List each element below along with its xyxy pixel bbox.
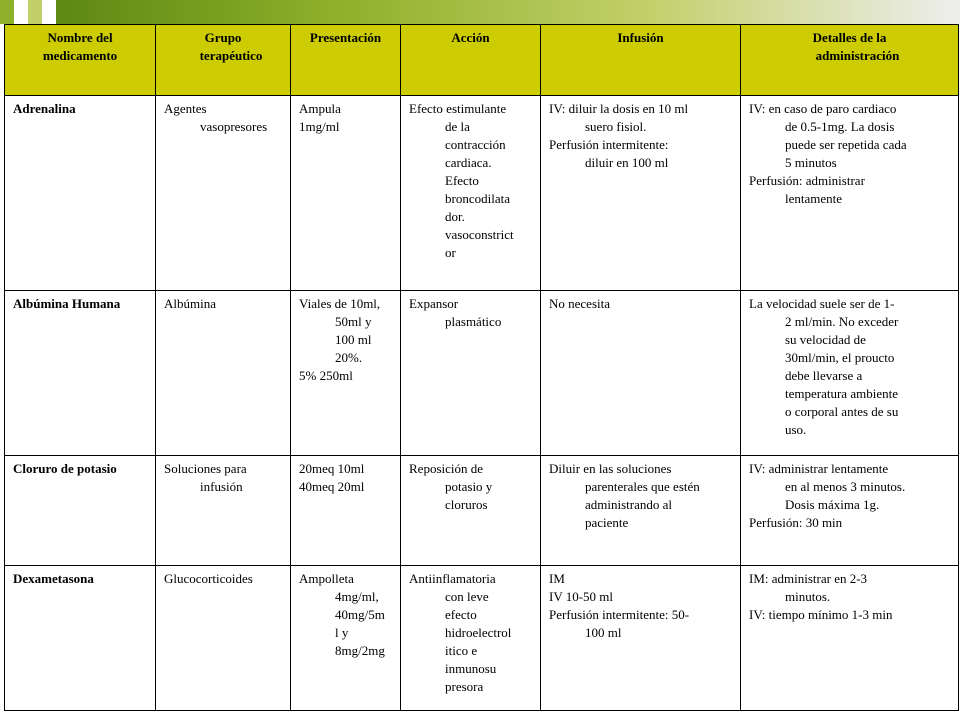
details-line: de 0.5-1mg. La dosis — [785, 119, 895, 134]
decorative-square — [14, 0, 28, 24]
infusion-line: parenterales que estén — [585, 479, 700, 494]
details-line: debe llevarse a — [785, 368, 863, 383]
cell-group — [156, 291, 291, 456]
cell-infusion — [541, 291, 741, 456]
cell-infusion — [541, 96, 741, 291]
details-line: minutos. — [785, 589, 831, 604]
infusion-line: IV 10-50 ml — [549, 589, 614, 604]
details-line: 30ml/min, el proucto — [785, 350, 895, 365]
action-line: plasmático — [445, 314, 502, 329]
table-header-row — [5, 25, 959, 96]
details-line: 5 minutos — [785, 155, 837, 170]
header-accion: Acción — [401, 25, 541, 96]
cell-details — [741, 456, 959, 566]
infusion-line: No necesita — [549, 296, 611, 311]
decorative-square — [28, 0, 42, 24]
action-line: Efecto — [445, 173, 479, 188]
decorative-gradient-bar — [70, 0, 960, 24]
cell-details — [741, 566, 959, 711]
infusion-line: paciente — [585, 515, 629, 530]
table-row — [5, 566, 959, 711]
details-line: temperatura ambiente — [785, 386, 898, 401]
action-line: cloruros — [445, 497, 488, 512]
presentation-line: 20meq 10ml — [299, 461, 365, 476]
group-line: vasopresores — [200, 119, 268, 134]
decorative-square — [0, 0, 14, 24]
action-line: Antiinflamatoria — [409, 571, 496, 586]
infusion-line: diluir en 100 ml — [585, 155, 669, 170]
details-line: uso. — [785, 422, 807, 437]
group-line: Soluciones para — [164, 461, 247, 476]
details-line: Dosis máxima 1g. — [785, 497, 880, 512]
action-line: Reposición de — [409, 461, 484, 476]
cell-presentation — [291, 456, 401, 566]
cell-group — [156, 456, 291, 566]
action-line: vasoconstrict — [445, 227, 514, 242]
group-line: Agentes — [164, 101, 207, 116]
cell-presentation — [291, 291, 401, 456]
cell-name: Cloruro de potasio — [5, 456, 156, 566]
action-line: de la — [445, 119, 470, 134]
presentation-line: 8mg/2mg — [335, 643, 385, 658]
infusion-line: Perfusión intermitente: 50- — [549, 607, 690, 622]
infusion-line: Perfusión intermitente: — [549, 137, 669, 152]
group-line: infusión — [200, 479, 243, 494]
presentation-line: 50ml y — [335, 314, 372, 329]
cell-details — [741, 96, 959, 291]
presentation-line: 1mg/ml — [299, 119, 340, 134]
presentation-line: l y — [335, 625, 349, 640]
table-row — [5, 456, 959, 566]
presentation-line: 100 ml — [335, 332, 372, 347]
header-grupo: Grupo terapéutico — [156, 25, 291, 96]
details-line: La velocidad suele ser de 1- — [749, 296, 895, 311]
action-line: Expansor — [409, 296, 459, 311]
details-line: 2 ml/min. No exceder — [785, 314, 899, 329]
decorative-square — [42, 0, 56, 24]
group-line: Glucocorticoides — [164, 571, 253, 586]
details-line: o corporal antes de su — [785, 404, 899, 419]
action-line: Efecto estimulante — [409, 101, 507, 116]
action-line: inmunosu — [445, 661, 497, 676]
cell-action — [401, 96, 541, 291]
action-line: con leve — [445, 589, 489, 604]
infusion-line: IM — [549, 571, 565, 586]
cell-infusion — [541, 456, 741, 566]
details-line: puede ser repetida cada — [785, 137, 907, 152]
details-line: IV: tiempo mínimo 1-3 min — [749, 607, 893, 622]
presentation-line: 4mg/ml, — [335, 589, 379, 604]
action-line: efecto — [445, 607, 477, 622]
action-line: cardiaca. — [445, 155, 492, 170]
cell-details — [741, 291, 959, 456]
header-infusion: Infusión — [541, 25, 741, 96]
table-row — [5, 291, 959, 456]
table-row — [5, 96, 959, 291]
infusion-line: administrando al — [585, 497, 673, 512]
action-line: itico e — [445, 643, 478, 658]
decorative-square — [56, 0, 70, 24]
details-line: lentamente — [785, 191, 843, 206]
header-detalles: Detalles de la administración — [741, 25, 959, 96]
cell-infusion — [541, 566, 741, 711]
details-line: IV: en caso de paro cardiaco — [749, 101, 897, 116]
details-line: Perfusión: 30 min — [749, 515, 843, 530]
infusion-line: 100 ml — [585, 625, 622, 640]
details-line: IV: administrar lentamente — [749, 461, 889, 476]
medication-table — [4, 24, 959, 711]
cell-action — [401, 566, 541, 711]
cell-presentation — [291, 566, 401, 711]
infusion-line: suero fisiol. — [585, 119, 647, 134]
action-line: potasio y — [445, 479, 493, 494]
decorative-header-bar — [0, 0, 960, 26]
action-line: dor. — [445, 209, 465, 224]
action-line: broncodilata — [445, 191, 510, 206]
cell-action — [401, 456, 541, 566]
presentation-line: Ampula — [299, 101, 341, 116]
details-line: Perfusión: administrar — [749, 173, 865, 188]
details-line: en al menos 3 minutos. — [785, 479, 906, 494]
header-nombre: Nombre del medicamento — [5, 25, 156, 96]
presentation-line: Viales de 10ml, — [299, 296, 381, 311]
action-line: or — [445, 245, 456, 260]
action-line: hidroelectrol — [445, 625, 512, 640]
cell-action — [401, 291, 541, 456]
presentation-line: 5% 250ml — [299, 368, 353, 383]
cell-group — [156, 96, 291, 291]
presentation-line: 40mg/5m — [335, 607, 385, 622]
details-line: IM: administrar en 2-3 — [749, 571, 868, 586]
header-presentacion: Presentación — [291, 25, 401, 96]
infusion-line: IV: diluir la dosis en 10 ml — [549, 101, 689, 116]
cell-name: Albúmina Humana — [5, 291, 156, 456]
presentation-line: Ampolleta — [299, 571, 354, 586]
infusion-line: Diluir en las soluciones — [549, 461, 672, 476]
details-line: su velocidad de — [785, 332, 866, 347]
cell-group — [156, 566, 291, 711]
cell-name: Adrenalina — [5, 96, 156, 291]
cell-presentation — [291, 96, 401, 291]
group-line: Albúmina — [164, 296, 216, 311]
presentation-line: 20%. — [335, 350, 363, 365]
cell-name: Dexametasona — [5, 566, 156, 711]
presentation-line: 40meq 20ml — [299, 479, 365, 494]
action-line: contracción — [445, 137, 506, 152]
action-line: presora — [445, 679, 484, 694]
